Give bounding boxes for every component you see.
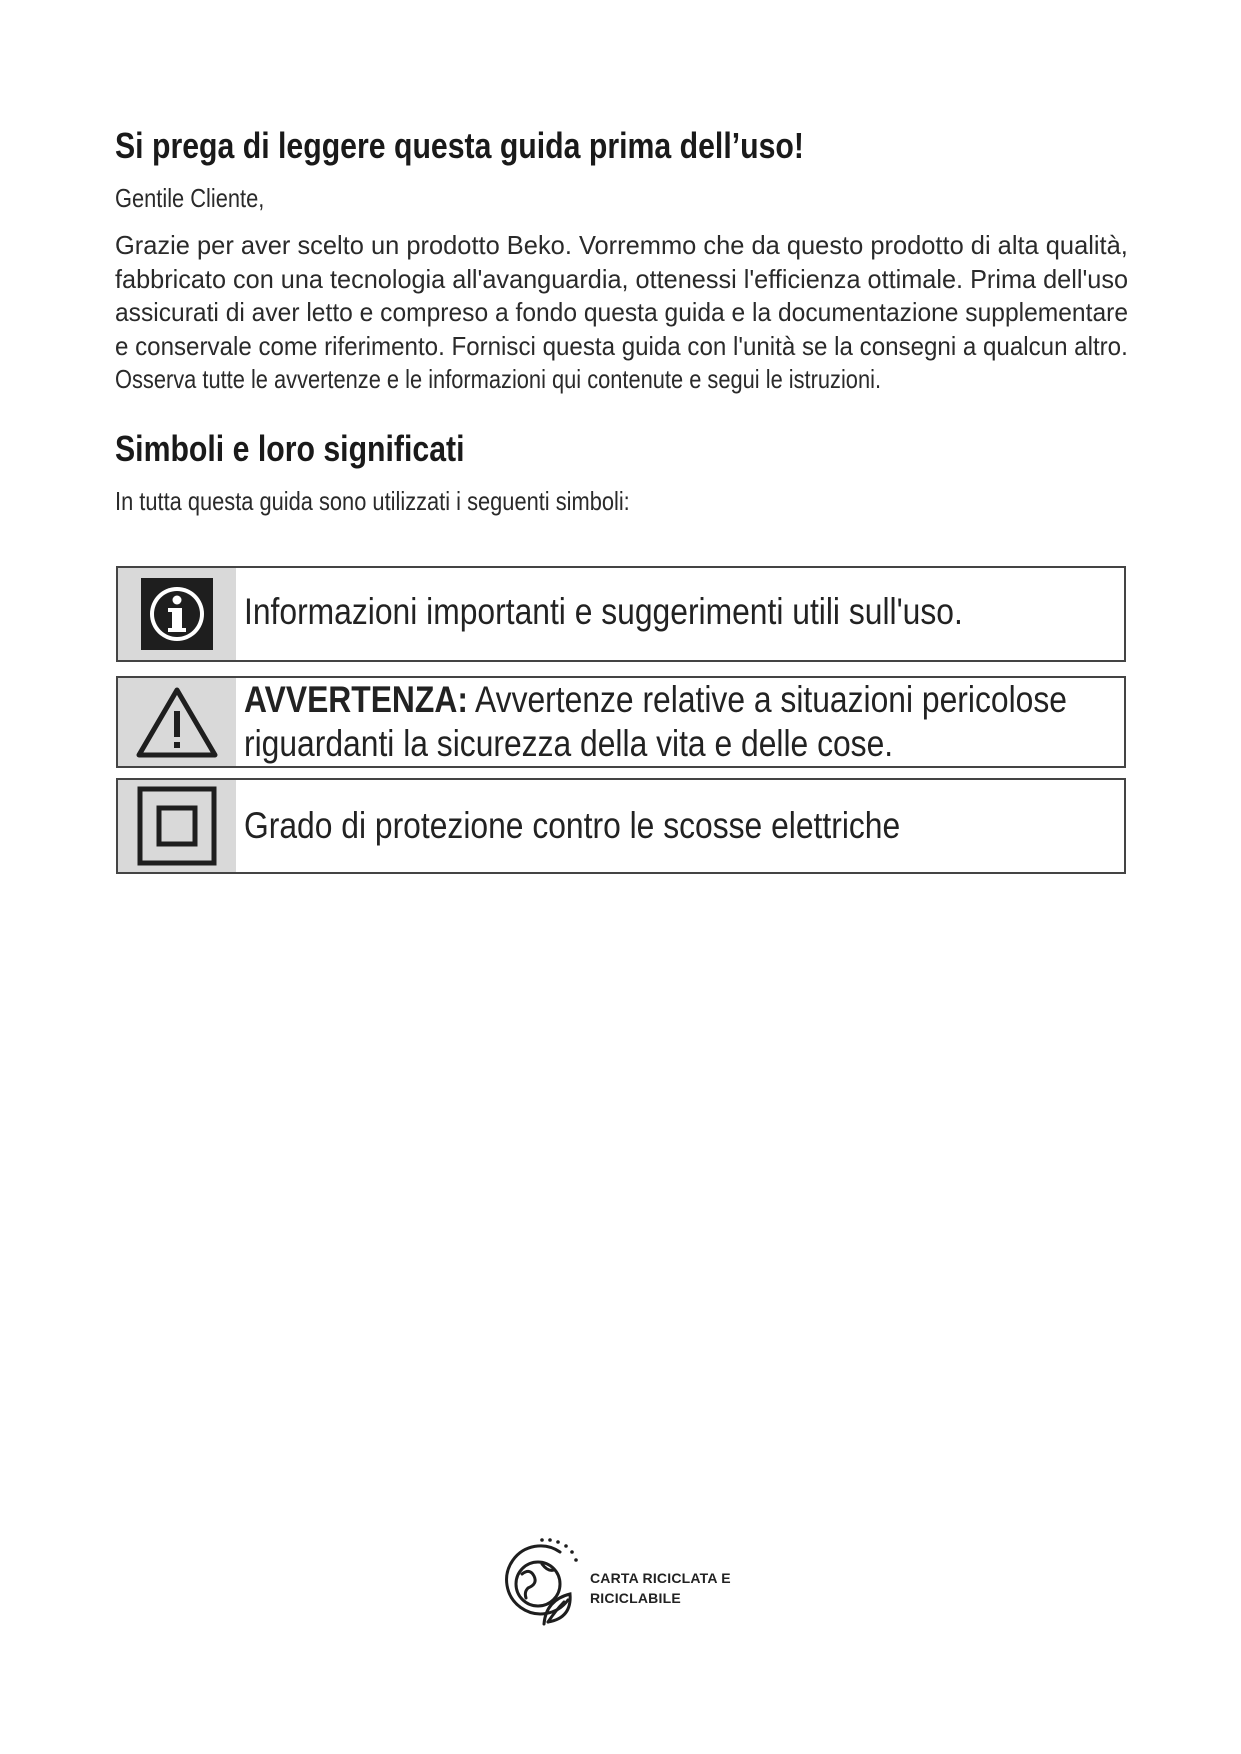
section-heading: Simboli e loro significati (115, 428, 465, 469)
recycled-paper-icon (498, 1538, 584, 1633)
symbol-row-info (116, 566, 1126, 662)
warning-icon (118, 678, 236, 766)
symbol-row-protection (116, 778, 1126, 874)
info-icon (118, 568, 236, 660)
warning-label: AVVERTENZA: (244, 679, 468, 720)
symbol-row-warning (116, 676, 1126, 768)
symbol-text: Informazioni importanti e suggerimenti utili sull'uso. (244, 591, 963, 632)
intro-line: fabbricato con una tecnologia all'avanguardia, ottenessi l'efficienza ottimale. Prima dell'uso (115, 264, 1129, 294)
recycled-paper-badge (498, 1538, 798, 1633)
intro-line: Osserva tutte le avvertenze e le informazioni qui contenute e segui le istruzioni. (115, 364, 882, 394)
recycled-paper-label: CARTA RICICLATA E RICICLABILE (590, 1570, 731, 1606)
symbol-text: Grado di protezione contro le scosse elettriche (244, 805, 901, 846)
symbol-text: AVVERTENZA: Avvertenze relative a situazioni pericolose riguardanti la sicurezza della vita e delle cose. (244, 679, 1067, 764)
intro-line: assicurati di aver letto e compreso a fondo questa guida e la documentazione supplementare (115, 297, 1128, 327)
section-intro: In tutta questa guida sono utilizzati i seguenti simboli: (115, 486, 630, 516)
intro-line: Grazie per aver scelto un prodotto Beko. Vorremmo che da questo prodotto di alta qualità, (115, 230, 1128, 260)
greeting: Gentile Cliente, (115, 183, 265, 213)
double-insulation-icon (118, 780, 236, 872)
intro-line: e conservale come riferimento. Fornisci questa guida con l'unità se la consegni a qualcun altro. (115, 331, 1128, 361)
page-title: Si prega di leggere questa guida prima dell’uso! (115, 125, 804, 166)
